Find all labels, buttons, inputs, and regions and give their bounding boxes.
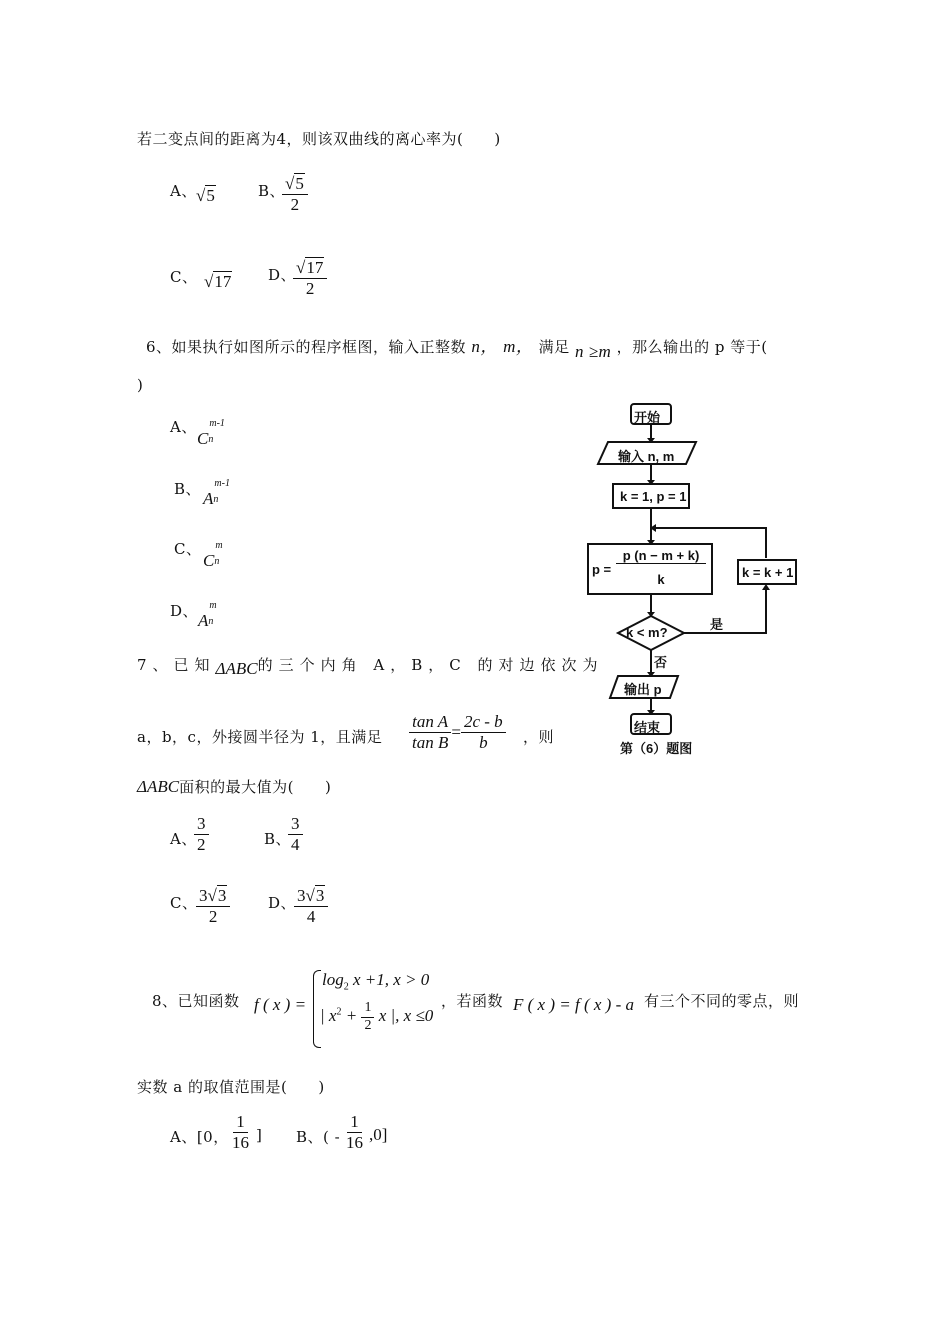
flowchart-figure xyxy=(580,400,810,760)
q7-option-b-label: B、 xyxy=(264,830,292,848)
flowchart-caption: 第（6）题图 xyxy=(620,741,693,756)
q5-option-d-label: D、 xyxy=(268,266,297,284)
q7-c-coef: 3 xyxy=(199,886,208,905)
q8-case2 xyxy=(320,1000,433,1035)
q7-frac1-num: tan A xyxy=(409,712,451,733)
q6-option-d-label: D、 xyxy=(170,602,199,620)
flowchart-p-numerator: p (n − m + k) xyxy=(616,548,706,564)
q6-a-sup: m-1 xyxy=(209,418,225,429)
q6-option-a xyxy=(197,418,232,449)
q7-c-radicand: 3 xyxy=(217,886,227,905)
q8-option-a-close: ] xyxy=(256,1126,263,1144)
q7-line2-post: ，则 xyxy=(523,728,555,746)
q8-option-b-close: ,0] xyxy=(369,1125,388,1144)
q8-number: 8、已知函数 xyxy=(152,992,240,1010)
q6-stem-mid: 满足 xyxy=(538,338,570,356)
q8-case1-base: 2 xyxy=(343,981,349,993)
q7-option-c-label: C、 xyxy=(170,894,198,912)
flowchart-no-label: 否 xyxy=(654,655,668,670)
q8-case2-post: x |, x ≤0 xyxy=(374,1006,434,1026)
q8-fx: f ( x ) = xyxy=(254,995,307,1014)
q7-triangle: ΔABC xyxy=(215,659,258,678)
q7-d-den: 4 xyxy=(306,907,316,927)
q7-stem1: 的三个内角 A，B，C 的对边依次为 xyxy=(257,656,604,674)
q7-line1 xyxy=(137,654,604,678)
q7-frac1-den: tan B xyxy=(412,733,449,753)
q8-case1 xyxy=(322,970,429,992)
flowchart-output-label: 输出 p xyxy=(624,682,662,697)
q6-option-c xyxy=(203,540,230,571)
q5-option-c: √17 xyxy=(204,272,232,291)
q5-stem: 若二变点间的距离为4，则该双曲线的离心率为( ) xyxy=(137,130,501,148)
q8-b-num: 1 xyxy=(347,1112,362,1133)
q5-c-radicand: 17 xyxy=(214,272,232,291)
q8-case2-exp: 2 xyxy=(336,1006,342,1018)
flowchart-increment-label: k = k + 1 xyxy=(742,565,794,580)
q8-case2-pre: | x xyxy=(320,1006,337,1026)
q6-var-m: m， xyxy=(503,337,534,356)
q8-mid: ，若函数 xyxy=(441,992,504,1010)
q7-frac2-den: b xyxy=(479,733,488,753)
q7-condition xyxy=(409,712,506,754)
q6-stem-pre: 6、如果执行如图所示的程序框图，输入正整数 xyxy=(146,338,467,356)
q5-a-radicand: 5 xyxy=(206,186,215,205)
q8-b-den: 16 xyxy=(346,1133,363,1153)
q8-option-a-label: A、[0， xyxy=(170,1128,229,1146)
q8-tail: 有三个不同的零点，则 xyxy=(644,992,800,1010)
q7-b-den: 4 xyxy=(291,835,300,855)
q8-case1-rest: x +1, x > 0 xyxy=(348,970,430,989)
q8-line2: 实数 a 的取值范围是( ) xyxy=(137,1078,325,1096)
flowchart-decision-label: k < m? xyxy=(626,625,668,640)
q6-stem xyxy=(146,332,768,361)
q6-condition: n ≥m xyxy=(574,342,612,361)
q8-Fx: F ( x ) = f ( x ) - a xyxy=(513,995,634,1014)
q8-option-b-label: B、( - xyxy=(296,1128,341,1146)
q8-case2-frac-den: 2 xyxy=(364,1017,372,1033)
q6-c-sub: n xyxy=(214,556,220,567)
q7-a-den: 2 xyxy=(197,835,206,855)
q7-option-c: $\frac{3√3}{2}$ xyxy=(196,886,230,928)
q6-option-d xyxy=(198,600,224,631)
q5-option-c-label: C、 xyxy=(170,268,198,286)
q8-case2-mid: + xyxy=(341,1006,358,1026)
q7-option-a xyxy=(194,814,209,856)
flowchart-init-label: k = 1, p = 1 xyxy=(620,489,687,504)
flowchart-start-label: 开始 xyxy=(634,410,661,425)
q6-c-sup: m xyxy=(215,540,223,551)
q5-d-denominator: 2 xyxy=(305,279,315,299)
q6-option-b-label: B、 xyxy=(174,480,202,498)
flowchart-yes-label: 是 xyxy=(710,617,724,632)
q5-d-radicand: 17 xyxy=(306,258,324,277)
q6-option-b xyxy=(203,478,237,509)
q7-number: 7、已知 xyxy=(137,656,216,674)
q7-equals: = xyxy=(451,722,461,742)
q6-var-n: n， xyxy=(471,337,498,356)
q7-a-num: 3 xyxy=(194,814,209,835)
q5-option-a: √5 xyxy=(196,186,215,205)
q6-a-sub: n xyxy=(208,434,214,445)
q7-line3 xyxy=(137,776,331,797)
q7-b-num: 3 xyxy=(288,814,303,835)
q6-option-c-label: C、 xyxy=(174,540,202,558)
q5-option-b-label: B、 xyxy=(258,182,286,200)
q6-b-base: A xyxy=(203,489,214,508)
q7-line2-pre: a，b，c，外接圆半径为 1，且满足 xyxy=(137,728,383,746)
flowchart-p-lhs: p = xyxy=(592,562,612,577)
q7-c-den: 2 xyxy=(208,907,218,927)
flowchart-p-denominator: k xyxy=(657,572,665,587)
q5-b-radicand: 5 xyxy=(295,174,304,193)
q5-option-a-label: A、 xyxy=(170,182,197,200)
q7-stem3: 面积的最大值为( ) xyxy=(179,778,332,796)
q7-option-a-label: A、 xyxy=(170,830,197,848)
q6-c-base: C xyxy=(203,551,215,570)
q6-stem-close: ) xyxy=(137,376,144,394)
q6-b-sub: n xyxy=(213,494,219,505)
q6-b-sup: m-1 xyxy=(214,478,230,489)
q5-option-b: $\frac{√5}{2}$ xyxy=(282,174,308,216)
q8-a-num: 1 xyxy=(233,1112,248,1133)
q7-triangle-2: ΔABC xyxy=(137,777,180,796)
q7-frac2-num: 2c - b xyxy=(461,712,506,733)
q7-option-d-label: D、 xyxy=(268,894,297,912)
q7-option-b xyxy=(288,814,303,856)
q6-d-sub: n xyxy=(208,616,214,627)
q8-option-a xyxy=(229,1112,252,1154)
q6-d-base: A xyxy=(198,611,209,630)
q8-case1-log: log xyxy=(322,970,344,989)
q7-option-d: $\frac{3√3}{4}$ xyxy=(294,886,328,928)
flowchart-input-label: 输入 n, m xyxy=(618,449,675,464)
q6-d-sup: m xyxy=(209,600,217,611)
q7-d-coef: 3 xyxy=(297,886,306,905)
q8-a-den: 16 xyxy=(232,1133,249,1153)
q6-a-base: C xyxy=(197,429,209,448)
q5-b-denominator: 2 xyxy=(290,195,300,215)
q5-option-d: $\frac{√17}{2}$ xyxy=(293,258,327,300)
q6-stem-post: ，那么输出的 p 等于( xyxy=(616,338,768,356)
q6-option-a-label: A、 xyxy=(170,418,197,436)
q8-option-b xyxy=(343,1112,366,1154)
q8-case2-frac-num: 1 xyxy=(361,1000,374,1018)
q7-d-radicand: 3 xyxy=(315,886,325,905)
flowchart-end-label: 结束 xyxy=(634,720,661,735)
